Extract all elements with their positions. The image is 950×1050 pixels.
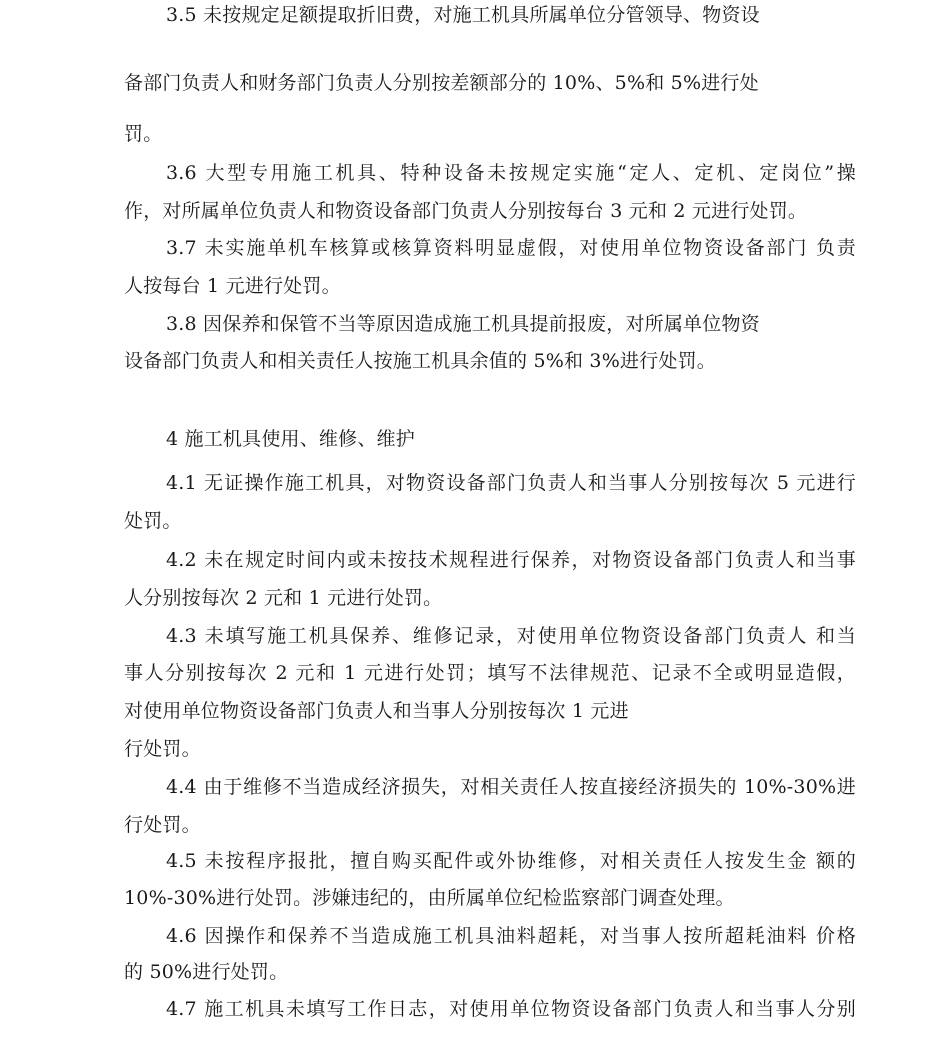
para-4-2-line-1: 4.2 未在规定时间内或未按技术规程进行保养，对物资设备部门负责人和当事 (166, 549, 856, 571)
para-3-8-line-1: 3.8 因保养和保管不当等原因造成施工机具提前报废，对所属单位物资 (166, 313, 760, 335)
para-3-6-line-1: 3.6 大型专用施工机具、特种设备未按规定实施“定人、定机、定岗位”操 (166, 162, 856, 184)
para-4-3-line-1: 4.3 未填写施工机具保养、维修记录，对使用单位物资设备部门负责人 和当 (166, 625, 856, 647)
para-4-3-line-2: 事人分别按每次 2 元和 1 元进行处罚；填写不法律规范、记录不全或明显造假， (124, 662, 856, 684)
para-3-8-line-2: 设备部门负责人和相关责任人按施工机具余值的 5%和 3%进行处罚。 (124, 350, 716, 372)
para-3-6-line-2: 作，对所属单位负责人和物资设备部门负责人分别按每台 3 元和 2 元进行处罚。 (124, 200, 808, 222)
para-3-5-line-3: 罚。 (124, 123, 163, 145)
para-4-7-line-1: 4.7 施工机具未填写工作日志，对使用单位物资设备部门负责人和当事人分别 (166, 998, 856, 1020)
para-3-7-line-2: 人按每台 1 元进行处罚。 (124, 275, 341, 297)
para-4-6-line-1: 4.6 因操作和保养不当造成施工机具油料超耗，对当事人按所超耗油料 价格 (166, 925, 856, 947)
para-4-2-line-2: 人分别按每次 2 元和 1 元进行处罚。 (124, 587, 443, 609)
para-4-4-line-2: 行处罚。 (124, 814, 201, 836)
para-4-1-line-1: 4.1 无证操作施工机具，对物资设备部门负责人和当事人分别按每次 5 元进行 (166, 472, 856, 494)
section-4-heading: 4 施工机具使用、维修、维护 (166, 428, 415, 450)
para-4-6-line-2: 的 50%进行处罚。 (124, 961, 289, 983)
para-4-5-line-1: 4.5 未按程序报批，擅自购买配件或外协维修，对相关责任人按发生金 额的 (166, 850, 856, 872)
para-3-7-line-1: 3.7 未实施单机车核算或核算资料明显虚假，对使用单位物资设备部门 负责 (166, 237, 856, 259)
para-3-5-line-1: 3.5 未按规定足额提取折旧费，对施工机具所属单位分管领导、物资设 (166, 4, 760, 26)
para-4-4-line-1: 4.4 由于维修不当造成经济损失，对相关责任人按直接经济损失的 10%-30%进 (166, 776, 856, 798)
para-4-3-line-4: 行处罚。 (124, 738, 201, 760)
para-4-1-line-2: 处罚。 (124, 510, 182, 532)
para-4-5-line-2: 10%-30%进行处罚。涉嫌违纪的，由所属单位纪检监察部门调查处理。 (124, 887, 735, 909)
para-3-5-line-2: 备部门负责人和财务部门负责人分别按差额部分的 10%、5%和 5%进行处 (124, 72, 759, 94)
para-4-3-line-3: 对使用单位物资设备部门负责人和当事人分别按每次 1 元进 (124, 700, 629, 722)
